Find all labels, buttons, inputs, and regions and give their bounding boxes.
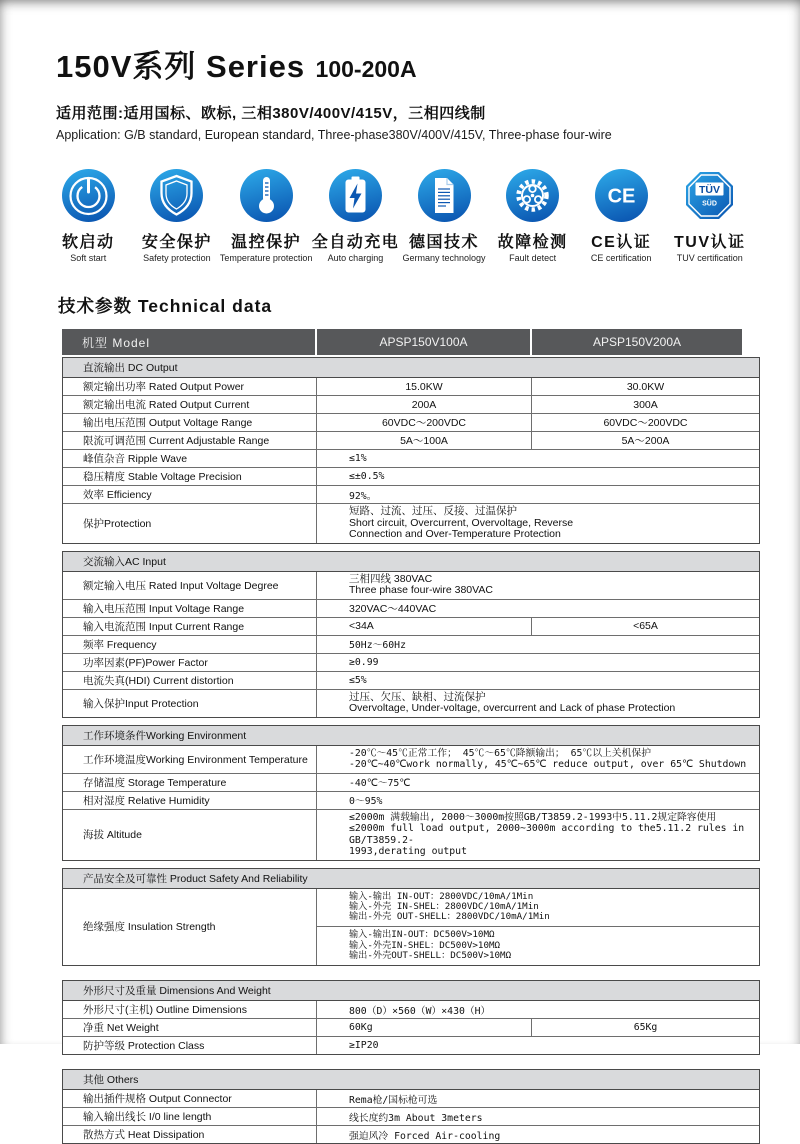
value-100a: 60VDC～200VDC bbox=[316, 414, 531, 431]
section-title-ac-input: 交流输入AC Input bbox=[63, 552, 759, 572]
model-header-row bbox=[62, 329, 742, 355]
row-label: 输出电压范围 Output Voltage Range bbox=[83, 417, 253, 429]
dimensions-weight-table bbox=[62, 980, 760, 1055]
row-value: -40℃～75℃ bbox=[316, 774, 759, 791]
row-label: 额定输出功率 Rated Output Power bbox=[83, 381, 245, 393]
feature-label-en: Safety protection bbox=[143, 253, 211, 263]
row-value: 强迫风冷 Forced Air-cooling bbox=[316, 1126, 759, 1143]
row-input-protection bbox=[63, 690, 759, 717]
feature-fault-detect bbox=[488, 169, 577, 263]
thermometer-icon bbox=[240, 169, 293, 222]
row-label: 功率因素(PF)Power Factor bbox=[83, 656, 208, 669]
row-label: 额定输出电流 Rated Output Current bbox=[83, 399, 250, 411]
value-200a: 60VDC～200VDC bbox=[531, 414, 759, 431]
row-label: 输入电流范围 Input Current Range bbox=[83, 620, 245, 633]
row-value bbox=[316, 746, 759, 773]
row-value bbox=[316, 572, 759, 599]
row-label: 防护等级 Protection Class bbox=[83, 1040, 205, 1053]
series-title: 150V系列 Series bbox=[56, 49, 306, 84]
model-col-2: APSP150V200A bbox=[530, 329, 742, 355]
others-table bbox=[62, 1069, 760, 1144]
row-efficiency bbox=[63, 486, 759, 504]
row-label: 保护Protection bbox=[83, 517, 152, 530]
feature-label-en: Temperature protection bbox=[219, 253, 313, 263]
value-100a: <34A bbox=[316, 618, 531, 635]
row-label: 额定输入电压 Rated Input Voltage Degree bbox=[83, 579, 279, 592]
feature-germany-tech bbox=[400, 169, 489, 263]
row-protection-class bbox=[63, 1037, 759, 1054]
section-title-others: 其他 Others bbox=[63, 1070, 759, 1090]
row-working-temperature bbox=[63, 746, 759, 774]
row-label: 输入保护Input Protection bbox=[83, 697, 199, 710]
row-value: 800（D）×560（W）×430（H） bbox=[316, 1001, 759, 1018]
section-title-working-environment: 工作环境条件Working Environment bbox=[63, 726, 759, 746]
rated-input-en: Three phase four-wire 380VAC bbox=[349, 584, 493, 596]
row-net-weight bbox=[63, 1019, 759, 1037]
insulation-line: 输入-外壳IN-SHEL：DC500V>10MΩ bbox=[349, 939, 501, 951]
tech-data-heading: 技术参数 Technical data bbox=[58, 296, 273, 316]
protection-line-en1: Short circuit, Overcurrent, Overvoltage, Reverse bbox=[349, 516, 574, 529]
row-rated-output-current bbox=[63, 396, 759, 414]
row-value bbox=[316, 690, 759, 717]
feature-label-en: Soft start bbox=[70, 253, 107, 263]
input-protection-en: Overvoltage, Under-voltage, overcurrent and Lack of phase Protection bbox=[349, 702, 676, 714]
altitude-en1: ≤2000m full load output, 2000~3000m according to the5.11.2 rules in GB/T3859.2- bbox=[349, 823, 745, 846]
model-col-1: APSP150V100A bbox=[315, 329, 530, 355]
row-label: 电流失真(HDI) Current distortion bbox=[83, 674, 234, 687]
protection-line-en2: Connection and Over-Temperature Protection bbox=[349, 528, 561, 540]
tuv-badge-icon bbox=[683, 169, 736, 222]
row-value: ≥0.99 bbox=[316, 654, 759, 671]
battery-charging-icon bbox=[329, 169, 382, 222]
row-label: 海拔 Altitude bbox=[83, 829, 142, 841]
shield-icon bbox=[150, 169, 203, 222]
product-safety-table bbox=[62, 868, 760, 967]
row-label: 频率 Frequency bbox=[83, 638, 157, 651]
insulation-values bbox=[316, 889, 759, 966]
feature-soft-start bbox=[44, 169, 133, 263]
row-value: 线长度约3m About 3meters bbox=[316, 1108, 759, 1125]
row-label: 工作环境温度Working Environment Temperature bbox=[83, 753, 308, 766]
insulation-line: 输出-外壳 OUT-SHELL：2800VDC/10mA/1Min bbox=[349, 911, 550, 923]
row-relative-humidity bbox=[63, 792, 759, 810]
work-temp-cn: -20℃～45℃正常工作； 45℃～65℃降额输出； 65℃以上关机保护 bbox=[349, 747, 652, 759]
row-value bbox=[316, 504, 759, 543]
row-label: 散热方式 Heat Dissipation bbox=[83, 1129, 205, 1142]
row-label: 输入输出线长 I/0 line length bbox=[83, 1111, 212, 1124]
feature-label-cn: 故障检测 bbox=[497, 234, 568, 251]
section-title-dimensions-weight: 外形尺寸及重量 Dimensions And Weight bbox=[63, 981, 759, 1001]
row-label: 输入电压范围 Input Voltage Range bbox=[83, 602, 245, 615]
application-line-cn: 适用范围:适用国标、欧标, 三相380V/400V/415V，三相四线制 bbox=[56, 105, 486, 122]
feature-label-en: Germany technology bbox=[402, 253, 486, 263]
row-value: ≤±0.5% bbox=[316, 468, 759, 485]
rated-input-cn: 三相四线 380VAC bbox=[349, 572, 433, 585]
row-frequency bbox=[63, 636, 759, 654]
row-altitude bbox=[63, 810, 759, 860]
document-icon bbox=[418, 169, 471, 222]
value-100a: 5A～100A bbox=[316, 432, 531, 449]
row-value bbox=[316, 810, 759, 860]
row-rated-output-power bbox=[63, 378, 759, 396]
protection-line-cn: 短路、过流、过压、反接、过温保护 bbox=[349, 505, 517, 517]
feature-label-cn: 全自动充电 bbox=[311, 234, 400, 251]
feature-label-cn: 温控保护 bbox=[231, 234, 302, 251]
row-value: 320VAC～440VAC bbox=[316, 600, 759, 617]
row-stable-voltage-precision bbox=[63, 468, 759, 486]
row-insulation-strength bbox=[63, 889, 759, 966]
gear-icon bbox=[506, 169, 559, 222]
feature-charging bbox=[311, 169, 400, 263]
row-current-distortion bbox=[63, 672, 759, 690]
value-200a: 65Kg bbox=[531, 1019, 759, 1036]
value-100a: 200A bbox=[316, 396, 531, 413]
row-label: 稳压精度 Stable Voltage Precision bbox=[83, 471, 242, 483]
application-line-en: Application: G/B standard, European standard, Three-phase380V/400V/415V, Three-phase four-wire bbox=[56, 128, 612, 142]
row-label: 限流可调范围 Current Adjustable Range bbox=[83, 435, 270, 447]
feature-safety bbox=[133, 169, 222, 263]
page-title bbox=[0, 0, 800, 90]
insulation-hipot-block bbox=[317, 889, 759, 927]
ac-input-table bbox=[62, 551, 760, 718]
row-label: 峰值杂音 Ripple Wave bbox=[83, 453, 188, 465]
row-label: 外形尺寸(主机) Outline Dimensions bbox=[83, 1004, 247, 1017]
dc-output-table bbox=[62, 357, 760, 544]
ce-mark-icon bbox=[595, 169, 648, 222]
row-rated-input-voltage bbox=[63, 572, 759, 600]
row-label: 输出插件规格 Output Connector bbox=[83, 1093, 232, 1106]
svg-text:CE: CE bbox=[607, 185, 636, 208]
row-outline-dimensions bbox=[63, 1001, 759, 1019]
value-100a: 60Kg bbox=[316, 1019, 531, 1036]
model-header-label: 机型 Model bbox=[82, 335, 151, 350]
row-value: ≤5% bbox=[316, 672, 759, 689]
row-value: Rema枪/国标枪可选 bbox=[316, 1090, 759, 1107]
row-label: 存储温度 Storage Temperature bbox=[83, 776, 227, 789]
work-temp-en: -20℃~40℃work normally, 45℃~65℃ reduce output, over 65℃ Shutdown bbox=[349, 759, 747, 770]
row-value: 50Hz～60Hz bbox=[316, 636, 759, 653]
row-storage-temperature bbox=[63, 774, 759, 792]
feature-label-en: TUV certification bbox=[676, 253, 743, 263]
feature-tuv bbox=[665, 169, 754, 263]
row-power-factor bbox=[63, 654, 759, 672]
row-protection bbox=[63, 504, 759, 543]
feature-label-cn: CE认证 bbox=[591, 234, 652, 251]
value-200a: 300A bbox=[531, 396, 759, 413]
row-heat-dissipation bbox=[63, 1126, 759, 1143]
section-title-product-safety: 产品安全及可靠性 Product Safety And Reliability bbox=[63, 869, 759, 889]
row-label: 效率 Efficiency bbox=[83, 489, 152, 501]
working-environment-table bbox=[62, 725, 760, 861]
row-label: 净重 Net Weight bbox=[83, 1022, 159, 1035]
row-input-current-range bbox=[63, 618, 759, 636]
insulation-line: 输入-外壳 IN-SHEL：2800VDC/10mA/1Min bbox=[349, 900, 539, 912]
row-value: ≤1% bbox=[316, 450, 759, 467]
feature-label-cn: 德国技术 bbox=[409, 234, 480, 251]
value-200a: 5A～200A bbox=[531, 432, 759, 449]
feature-label-cn: 安全保护 bbox=[141, 234, 212, 251]
altitude-cn: ≤2000m 满载输出, 2000～3000m按照GB/T3859.2-1993中5.11.2规定降容使用 bbox=[349, 811, 717, 823]
row-value: 92%。 bbox=[316, 486, 759, 503]
power-icon bbox=[62, 169, 115, 222]
amp-range: 100-200A bbox=[315, 56, 417, 82]
feature-label-en: Fault detect bbox=[509, 253, 557, 263]
value-200a: <65A bbox=[531, 618, 759, 635]
feature-label-en: Auto charging bbox=[327, 253, 384, 263]
row-output-connector bbox=[63, 1090, 759, 1108]
insulation-line: 输入-输出 IN-OUT：2800VDC/10mA/1Min bbox=[349, 890, 534, 902]
input-protection-cn: 过压、欠压、缺相、过流保护 bbox=[349, 690, 486, 703]
value-100a: 15.0KW bbox=[316, 378, 531, 395]
row-value: ≥IP20 bbox=[316, 1037, 759, 1054]
insulation-resistance-block bbox=[317, 926, 759, 965]
row-io-line-length bbox=[63, 1108, 759, 1126]
section-title-dc-output: 直流输出 DC Output bbox=[63, 358, 759, 378]
row-output-voltage-range bbox=[63, 414, 759, 432]
feature-label-en: CE certification bbox=[590, 253, 652, 263]
row-ripple-wave bbox=[63, 450, 759, 468]
row-current-adjustable-range bbox=[63, 432, 759, 450]
row-input-voltage-range bbox=[63, 600, 759, 618]
row-label: 绝缘强度 Insulation Strength bbox=[83, 921, 216, 934]
svg-text:TÜV: TÜV bbox=[699, 184, 721, 196]
row-label: 相对湿度 Relative Humidity bbox=[83, 794, 210, 807]
feature-ce bbox=[577, 169, 666, 263]
feature-label-cn: TUV认证 bbox=[674, 234, 746, 251]
insulation-line: 输入-输出IN-OUT：DC500V>10MΩ bbox=[349, 929, 495, 941]
feature-strip bbox=[44, 169, 754, 263]
value-200a: 30.0KW bbox=[531, 378, 759, 395]
altitude-en2: 1993,derating output bbox=[349, 846, 467, 857]
row-value: 0～95% bbox=[316, 792, 759, 809]
svg-text:SÜD: SÜD bbox=[702, 200, 718, 208]
insulation-line: 输出-外壳OUT-SHELL：DC500V>10MΩ bbox=[349, 949, 512, 961]
feature-label-cn: 软启动 bbox=[62, 234, 115, 251]
feature-temperature bbox=[221, 169, 311, 263]
